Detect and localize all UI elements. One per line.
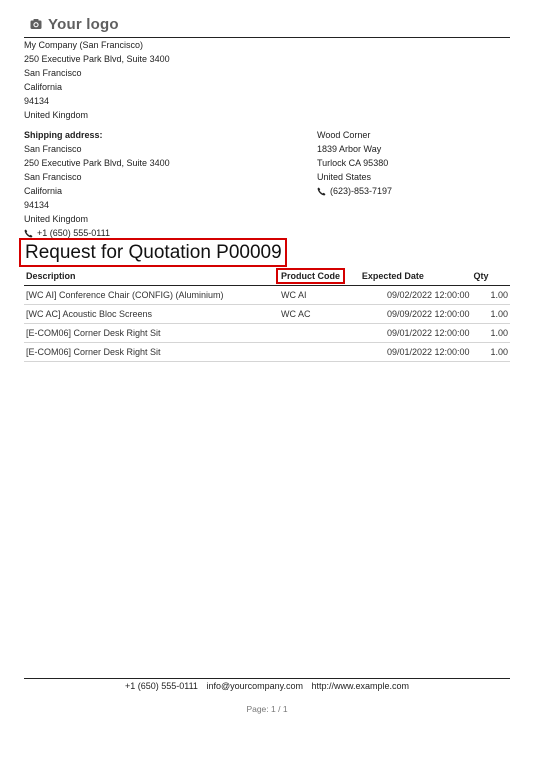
footer-phone: +1 (650) 555-0111 xyxy=(124,681,198,691)
table-row xyxy=(24,324,510,343)
document-title-highlight xyxy=(19,238,287,267)
cell-description: [WC AI] Conference Chair (CONFIG) (Aluminium) xyxy=(24,286,279,305)
shipping-address-line: California xyxy=(24,186,63,196)
cell-qty: 1.00 xyxy=(472,305,510,324)
shipping-phone-number: +1 (650) 555-0111 xyxy=(37,228,110,238)
phone-icon xyxy=(317,187,326,196)
vendor-address-line: United States xyxy=(317,172,372,182)
camera-icon xyxy=(30,18,42,30)
vendor-phone xyxy=(317,184,392,198)
cell-qty: 1.00 xyxy=(472,324,510,343)
cell-description: [E-COM06] Corner Desk Right Sit xyxy=(24,343,279,362)
cell-product-code: WC AC xyxy=(279,305,360,324)
cell-expected-date: 09/02/2022 12:00:00 xyxy=(360,286,472,305)
logo-text: Your logo xyxy=(48,15,119,33)
company-address-line: 250 Executive Park Blvd, Suite 3400 xyxy=(24,54,170,64)
phone-icon xyxy=(24,229,33,238)
vendor-phone-number: (623)-853-7197 xyxy=(330,186,393,196)
company-address-line: United Kingdom xyxy=(24,110,89,120)
table-row xyxy=(24,286,510,305)
shipping-address-line: San Francisco xyxy=(24,172,82,182)
shipping-address-line: 250 Executive Park Blvd, Suite 3400 xyxy=(24,158,170,168)
table-header-row xyxy=(24,266,510,286)
company-address-line: San Francisco xyxy=(24,68,82,78)
shipping-address-label: Shipping address: xyxy=(24,130,103,140)
vendor-address-line: 1839 Arbor Way xyxy=(317,144,382,154)
column-header-product-code xyxy=(279,266,360,286)
company-address-line: 94134 xyxy=(24,96,50,106)
vendor-address-line: Wood Corner xyxy=(317,130,371,140)
vendor-address xyxy=(317,128,392,198)
company-address-line: My Company (San Francisco) xyxy=(24,40,144,50)
shipping-address xyxy=(24,128,170,240)
vendor-address-line: Turlock CA 95380 xyxy=(317,158,389,168)
cell-description: [WC AC] Acoustic Bloc Screens xyxy=(24,305,279,324)
shipping-address-line: San Francisco xyxy=(24,144,82,154)
footer-divider xyxy=(24,678,510,679)
column-header-description: Description xyxy=(24,266,279,286)
table-row xyxy=(24,305,510,324)
footer-contact xyxy=(24,681,510,691)
page-number: Page: 1 / 1 xyxy=(246,704,288,714)
cell-product-code xyxy=(279,343,360,362)
cell-qty: 1.00 xyxy=(472,286,510,305)
document-title: Request for Quotation P00009 xyxy=(25,241,282,263)
order-lines-table xyxy=(24,266,510,362)
company-address-line: California xyxy=(24,82,63,92)
footer-email: info@yourcompany.com xyxy=(206,681,303,691)
cell-expected-date: 09/01/2022 12:00:00 xyxy=(360,324,472,343)
cell-description: [E-COM06] Corner Desk Right Sit xyxy=(24,324,279,343)
cell-product-code: WC AI xyxy=(279,286,360,305)
company-logo xyxy=(30,14,119,34)
cell-expected-date: 09/01/2022 12:00:00 xyxy=(360,343,472,362)
table-row xyxy=(24,343,510,362)
column-header-expected-date: Expected Date xyxy=(360,266,472,286)
cell-expected-date: 09/09/2022 12:00:00 xyxy=(360,305,472,324)
company-address xyxy=(24,38,170,122)
cell-qty: 1.00 xyxy=(472,343,510,362)
product-code-header-highlight: Product Code xyxy=(276,268,345,284)
footer-website: http://www.example.com xyxy=(311,681,410,691)
shipping-address-line: United Kingdom xyxy=(24,214,89,224)
shipping-address-line: 94134 xyxy=(24,200,50,210)
column-header-qty: Qty xyxy=(472,266,510,286)
cell-product-code xyxy=(279,324,360,343)
